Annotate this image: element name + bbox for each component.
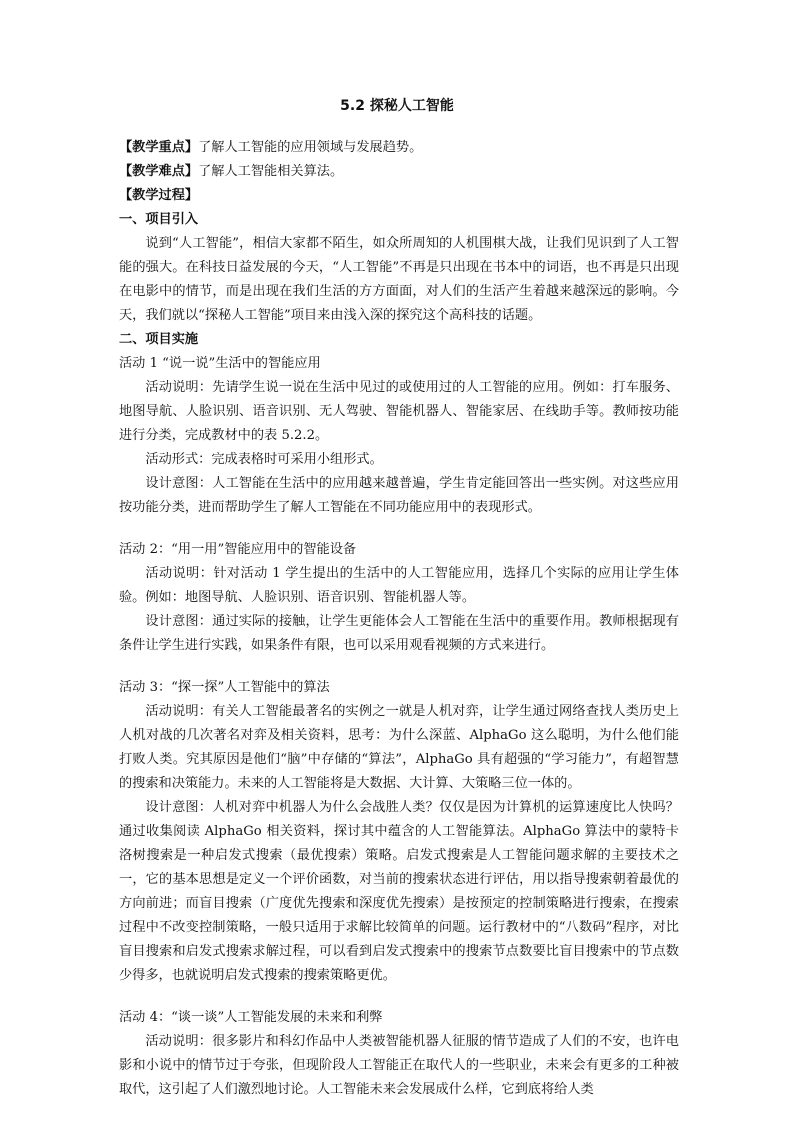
activity1-format: 活动形式：完成表格时可采用小组形式。 xyxy=(145,452,383,467)
activity4-description: 活动说明：很多影片和科幻作品中人类被智能机器人征服的情节造成了人们的不安，也许电影和小说中的情节过于夸张，但现阶段人工智能正在取代人的一些职业，未来会有更多的工种被取代，这引起了人们激烈地讨论。人工智能未来会发展成什么样，它到底将给人类 xyxy=(119,1034,679,1097)
teaching-process-heading: 【教学过程】 xyxy=(119,188,199,203)
activity2-intent: 设计意图：通过实际的接触，让学生更能体会人工智能在生活中的重要作用。教师根据现有条件让学生进行实践，如果条件有限，也可以采用观看视频的方式来进行。 xyxy=(119,614,679,653)
section-heading-intro: 一、项目引入 xyxy=(119,212,199,227)
teaching-focus xyxy=(119,136,679,160)
teaching-focus-text: 了解人工智能的应用领域与发展趋势。 xyxy=(198,140,423,155)
activity4-heading: 活动 4：“谈一谈”人工智能发展的未来和利弊 xyxy=(119,1010,383,1025)
activity3-intent: 设计意图：人机对弈中机器人为什么会战胜人类？仅仅是因为计算机的运算速度比人快吗？通过收集阅读 AlphaGo 相关资料，探讨其中蕴含的人工智能算法。AlphaGo 算法中的蒙特卡洛树搜索是一种启发式搜索（最优搜索）策略。启发式搜索是人工智能问题求解的主要技术之一，它的基本思想是定义一个评价函数，对当前的搜索状态进行评估，用以指导搜索朝着最优的方向前进；而盲目搜索（广度优先搜索和深度优先搜索）是按预定的控制策略进行搜索，在搜索过程中不改变控制策略，一般只适用于求解比较简单的问题。运行教材中的“八数码”程序，对比盲目搜索和启发式搜索求解过程，可以看到启发式搜索中的搜索节点数要比盲目搜索中的节点数少得多，也就说明启发式搜索的搜索策略更优。 xyxy=(119,800,679,983)
spacer xyxy=(119,988,679,1006)
teaching-difficulty xyxy=(119,160,679,184)
activity3-description: 活动说明：有关人工智能最著名的实例之一就是人机对弈，让学生通过网络查找人类历史上人机对战的几次著名对弈及相关资料，思考：为什么深蓝、AlphaGo 这么聪明，为什么他们能打败人类。究其原因是他们“脑”中存储的“算法”，AlphaGo 具有超强的“学习能力”，有超智慧的搜索和决策能力。未来的人工智能将是大数据、大计算、大策略三位一体的。 xyxy=(119,704,679,791)
teaching-focus-label: 【教学重点】 xyxy=(119,140,199,155)
spacer xyxy=(119,658,679,676)
document-body xyxy=(119,136,679,1102)
activity3-heading: 活动 3：“探一探”人工智能中的算法 xyxy=(119,680,330,695)
activity1-description: 活动说明：先请学生说一说在生活中见过的或使用过的人工智能的应用。例如：打车服务、地图导航、人脸识别、语音识别、无人驾驶、智能机器人、智能家居、在线助手等。教师按功能进行分类，完成教材中的表 5.2.2。 xyxy=(119,380,679,443)
activity2-heading: 活动 2：“用一用”智能应用中的智能设备 xyxy=(119,542,357,557)
page-title: 5.2 探秘人工智能 xyxy=(340,98,454,114)
teaching-difficulty-label: 【教学难点】 xyxy=(119,164,199,179)
activity2-description: 活动说明：针对活动 1 学生提出的生活中的人工智能应用，选择几个实际的应用让学生体验。例如：地图导航、人脸识别、语音识别、智能机器人等。 xyxy=(119,566,679,605)
intro-paragraph: 说到“人工智能”，相信大家都不陌生，如众所周知的人机围棋大战，让我们见识到了人工智能的强大。在科技日益发展的今天，“人工智能”不再是只出现在书本中的词语，也不再是只出现在电影中的情节，而是出现在我们生活的方方面面，对人们的生活产生着越来越深远的影响。今天，我们就以“探秘人工智能”项目来由浅入深的探究这个高科技的话题。 xyxy=(119,236,679,323)
activity1-heading: 活动 1 “说一说”生活中的智能应用 xyxy=(119,356,321,371)
activity1-intent: 设计意图：人工智能在生活中的应用越来越普遍，学生肯定能回答出一些实例。对这些应用按功能分类，进而帮助学生了解人工智能在不同功能应用中的表现形式。 xyxy=(119,476,679,515)
teaching-difficulty-text: 了解人工智能相关算法。 xyxy=(198,164,344,179)
spacer xyxy=(119,520,679,538)
section-heading-implementation: 二、项目实施 xyxy=(119,332,199,347)
